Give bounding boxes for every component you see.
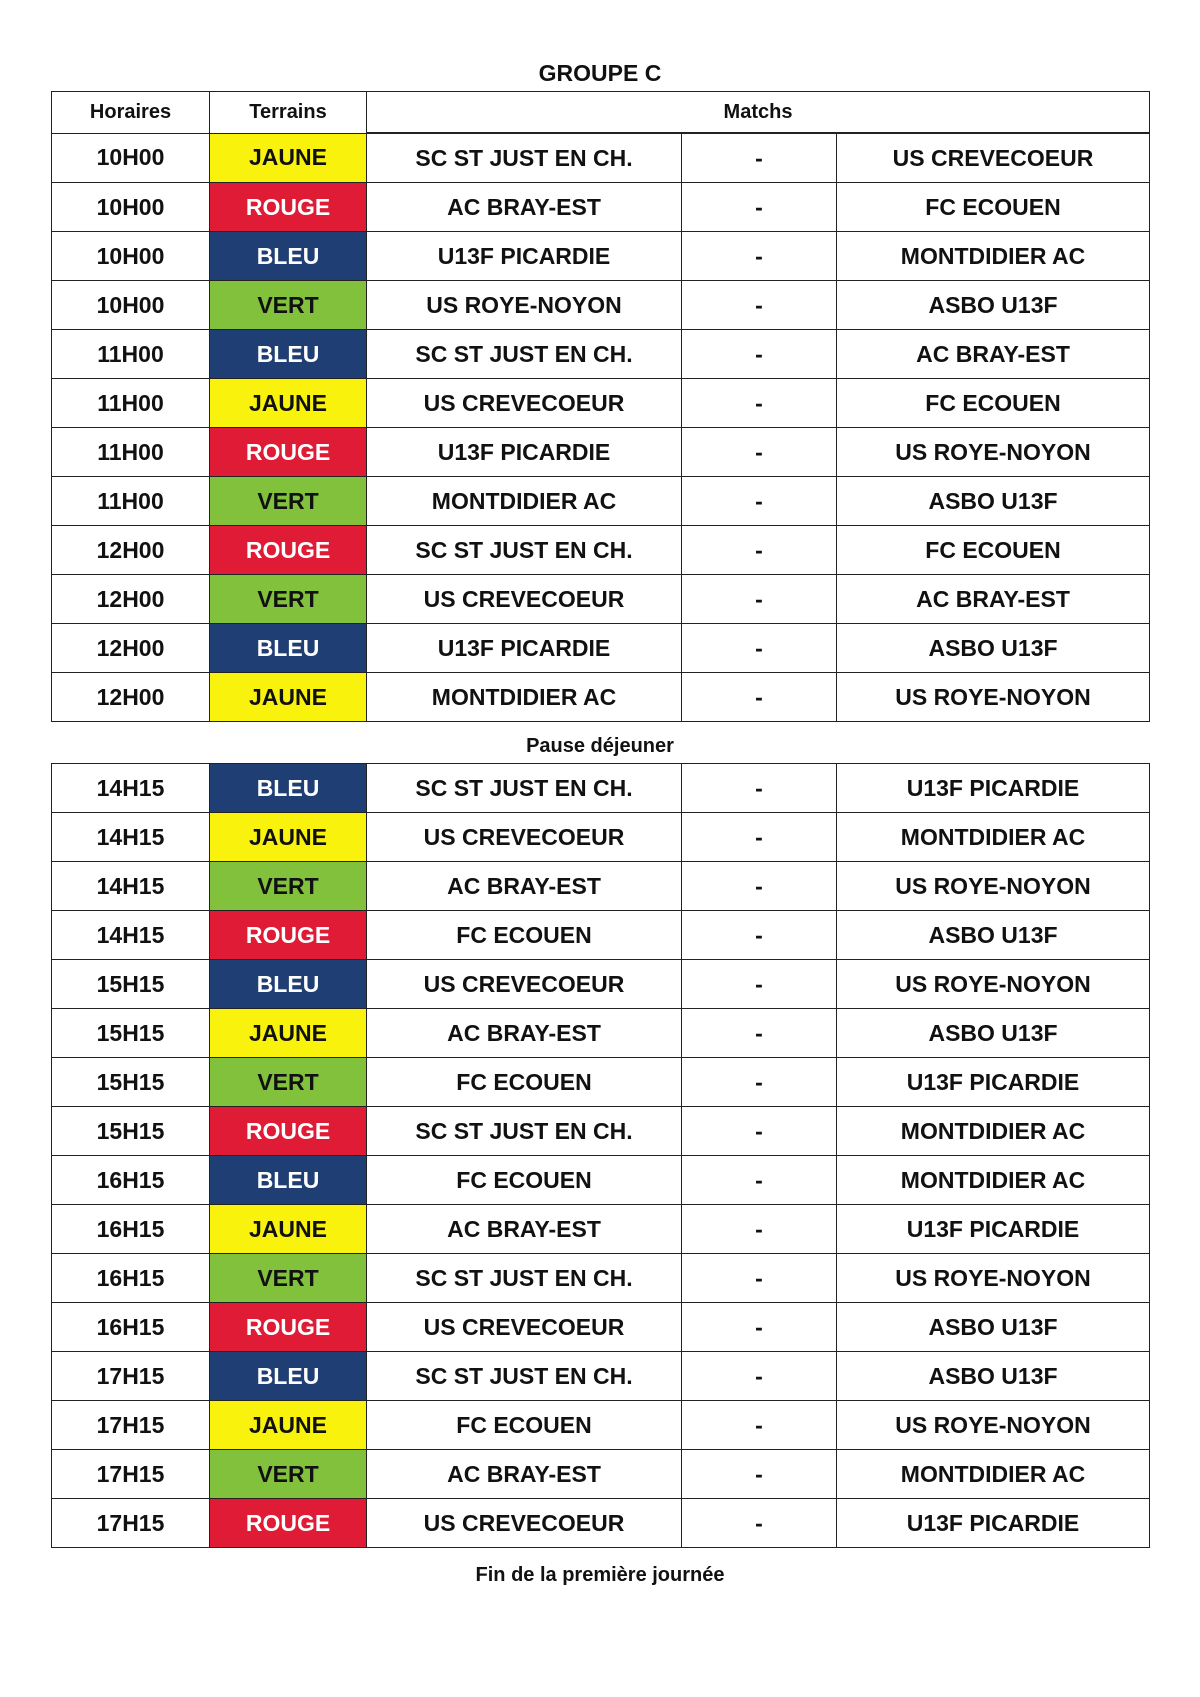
match-row <box>52 911 1150 960</box>
match-row <box>52 575 1150 624</box>
match-time: 15H15 <box>52 1009 210 1058</box>
match-time: 12H00 <box>52 575 210 624</box>
match-field: JAUNE <box>210 1205 367 1254</box>
match-time: 12H00 <box>52 526 210 575</box>
home-team: US CREVECOEUR <box>367 960 682 1009</box>
home-team: FC ECOUEN <box>367 911 682 960</box>
match-field: JAUNE <box>210 133 367 183</box>
match-field: JAUNE <box>210 379 367 428</box>
match-row <box>52 1205 1150 1254</box>
away-team: MONTDIDIER AC <box>837 813 1150 862</box>
match-time: 16H15 <box>52 1205 210 1254</box>
home-team: US CREVECOEUR <box>367 379 682 428</box>
match-field: VERT <box>210 862 367 911</box>
match-separator: - <box>682 428 837 477</box>
home-team: US CREVECOEUR <box>367 1303 682 1352</box>
match-field: ROUGE <box>210 1303 367 1352</box>
match-row <box>52 1107 1150 1156</box>
match-separator: - <box>682 232 837 281</box>
away-team: MONTDIDIER AC <box>837 1107 1150 1156</box>
match-separator: - <box>682 673 837 722</box>
match-separator: - <box>682 330 837 379</box>
match-field: BLEU <box>210 764 367 813</box>
match-separator: - <box>682 1107 837 1156</box>
match-separator: - <box>682 1352 837 1401</box>
match-time: 12H00 <box>52 673 210 722</box>
match-row <box>52 1352 1150 1401</box>
away-team: ASBO U13F <box>837 624 1150 673</box>
match-row <box>52 133 1150 183</box>
match-separator: - <box>682 813 837 862</box>
away-team: ASBO U13F <box>837 1303 1150 1352</box>
match-field: VERT <box>210 281 367 330</box>
away-team: ASBO U13F <box>837 1352 1150 1401</box>
match-field: ROUGE <box>210 183 367 232</box>
match-separator: - <box>682 477 837 526</box>
match-field: BLEU <box>210 232 367 281</box>
match-time: 10H00 <box>52 232 210 281</box>
home-team: FC ECOUEN <box>367 1401 682 1450</box>
match-separator: - <box>682 911 837 960</box>
home-team: US CREVECOEUR <box>367 575 682 624</box>
match-separator: - <box>682 183 837 232</box>
home-team: SC ST JUST EN CH. <box>367 1352 682 1401</box>
match-time: 10H00 <box>52 133 210 183</box>
end-of-day-label: Fin de la première journée <box>475 1564 725 1586</box>
morning-schedule-table <box>51 91 1150 722</box>
home-team: AC BRAY-EST <box>367 1205 682 1254</box>
home-team: MONTDIDIER AC <box>367 673 682 722</box>
home-team: AC BRAY-EST <box>367 1009 682 1058</box>
home-team: MONTDIDIER AC <box>367 477 682 526</box>
match-row <box>52 1156 1150 1205</box>
match-time: 10H00 <box>52 281 210 330</box>
table-header-row <box>52 92 1150 134</box>
match-separator: - <box>682 526 837 575</box>
away-team: MONTDIDIER AC <box>837 232 1150 281</box>
match-row <box>52 526 1150 575</box>
away-team: US ROYE-NOYON <box>837 960 1150 1009</box>
away-team: U13F PICARDIE <box>837 764 1150 813</box>
away-team: ASBO U13F <box>837 477 1150 526</box>
match-row <box>52 183 1150 232</box>
match-time: 17H15 <box>52 1450 210 1499</box>
match-field: JAUNE <box>210 1009 367 1058</box>
away-team: U13F PICARDIE <box>837 1205 1150 1254</box>
match-row <box>52 673 1150 722</box>
match-time: 14H15 <box>52 911 210 960</box>
match-field: VERT <box>210 1450 367 1499</box>
away-team: ASBO U13F <box>837 911 1150 960</box>
match-row <box>52 624 1150 673</box>
match-field: BLEU <box>210 1352 367 1401</box>
match-separator: - <box>682 1499 837 1548</box>
match-separator: - <box>682 624 837 673</box>
match-row <box>52 1303 1150 1352</box>
home-team: SC ST JUST EN CH. <box>367 133 682 183</box>
match-separator: - <box>682 281 837 330</box>
match-row <box>52 379 1150 428</box>
match-row <box>52 1254 1150 1303</box>
away-team: FC ECOUEN <box>837 379 1150 428</box>
page-title: GROUPE C <box>538 60 662 86</box>
match-field: ROUGE <box>210 911 367 960</box>
field-column-header: Terrains <box>210 92 367 134</box>
away-team: US ROYE-NOYON <box>837 862 1150 911</box>
match-time: 14H15 <box>52 862 210 911</box>
match-field: VERT <box>210 575 367 624</box>
away-team: FC ECOUEN <box>837 183 1150 232</box>
match-row <box>52 813 1150 862</box>
match-row <box>52 764 1150 813</box>
home-team: SC ST JUST EN CH. <box>367 1107 682 1156</box>
match-row <box>52 1009 1150 1058</box>
match-time: 11H00 <box>52 477 210 526</box>
afternoon-matches-body <box>52 764 1150 1548</box>
match-row <box>52 232 1150 281</box>
match-separator: - <box>682 379 837 428</box>
match-field: BLEU <box>210 624 367 673</box>
match-separator: - <box>682 1450 837 1499</box>
match-time: 14H15 <box>52 813 210 862</box>
away-team: US ROYE-NOYON <box>837 1254 1150 1303</box>
match-separator: - <box>682 960 837 1009</box>
home-team: AC BRAY-EST <box>367 183 682 232</box>
home-team: FC ECOUEN <box>367 1058 682 1107</box>
away-team: MONTDIDIER AC <box>837 1450 1150 1499</box>
match-time: 15H15 <box>52 960 210 1009</box>
away-team: MONTDIDIER AC <box>837 1156 1150 1205</box>
home-team: U13F PICARDIE <box>367 428 682 477</box>
home-team: SC ST JUST EN CH. <box>367 764 682 813</box>
match-time: 11H00 <box>52 379 210 428</box>
match-field: ROUGE <box>210 1107 367 1156</box>
match-time: 16H15 <box>52 1303 210 1352</box>
match-field: ROUGE <box>210 1499 367 1548</box>
match-row <box>52 1401 1150 1450</box>
time-column-header: Horaires <box>52 92 210 134</box>
home-team: US ROYE-NOYON <box>367 281 682 330</box>
home-team: U13F PICARDIE <box>367 624 682 673</box>
match-field: ROUGE <box>210 428 367 477</box>
away-team: U13F PICARDIE <box>837 1499 1150 1548</box>
away-team: US ROYE-NOYON <box>837 428 1150 477</box>
match-separator: - <box>682 1205 837 1254</box>
match-field: VERT <box>210 477 367 526</box>
matches-column-header: Matchs <box>367 92 1150 134</box>
match-separator: - <box>682 1058 837 1107</box>
match-separator: - <box>682 764 837 813</box>
home-team: SC ST JUST EN CH. <box>367 330 682 379</box>
away-team: US CREVECOEUR <box>837 133 1150 183</box>
match-time: 17H15 <box>52 1499 210 1548</box>
afternoon-schedule-table <box>51 763 1150 1548</box>
home-team: SC ST JUST EN CH. <box>367 526 682 575</box>
home-team: U13F PICARDIE <box>367 232 682 281</box>
match-field: ROUGE <box>210 526 367 575</box>
match-field: BLEU <box>210 1156 367 1205</box>
away-team: FC ECOUEN <box>837 526 1150 575</box>
match-separator: - <box>682 1009 837 1058</box>
lunch-break-label: Pause déjeuner <box>526 735 674 757</box>
match-field: VERT <box>210 1058 367 1107</box>
home-team: FC ECOUEN <box>367 1156 682 1205</box>
match-separator: - <box>682 1401 837 1450</box>
match-separator: - <box>682 862 837 911</box>
match-separator: - <box>682 1254 837 1303</box>
match-time: 15H15 <box>52 1058 210 1107</box>
match-time: 17H15 <box>52 1352 210 1401</box>
match-row <box>52 1499 1150 1548</box>
match-time: 10H00 <box>52 183 210 232</box>
match-row <box>52 428 1150 477</box>
away-team: US ROYE-NOYON <box>837 1401 1150 1450</box>
home-team: US CREVECOEUR <box>367 813 682 862</box>
home-team: SC ST JUST EN CH. <box>367 1254 682 1303</box>
match-time: 16H15 <box>52 1254 210 1303</box>
home-team: AC BRAY-EST <box>367 862 682 911</box>
match-time: 15H15 <box>52 1107 210 1156</box>
match-row <box>52 862 1150 911</box>
match-time: 14H15 <box>52 764 210 813</box>
match-time: 16H15 <box>52 1156 210 1205</box>
away-team: ASBO U13F <box>837 1009 1150 1058</box>
match-row <box>52 1058 1150 1107</box>
away-team: ASBO U13F <box>837 281 1150 330</box>
match-field: BLEU <box>210 960 367 1009</box>
match-row <box>52 960 1150 1009</box>
match-row <box>52 281 1150 330</box>
match-field: VERT <box>210 1254 367 1303</box>
away-team: AC BRAY-EST <box>837 330 1150 379</box>
match-field: JAUNE <box>210 813 367 862</box>
away-team: US ROYE-NOYON <box>837 673 1150 722</box>
match-field: JAUNE <box>210 673 367 722</box>
match-row <box>52 1450 1150 1499</box>
away-team: AC BRAY-EST <box>837 575 1150 624</box>
match-separator: - <box>682 133 837 183</box>
match-time: 11H00 <box>52 330 210 379</box>
match-field: JAUNE <box>210 1401 367 1450</box>
home-team: AC BRAY-EST <box>367 1450 682 1499</box>
away-team: U13F PICARDIE <box>837 1058 1150 1107</box>
match-row <box>52 477 1150 526</box>
match-separator: - <box>682 1303 837 1352</box>
match-time: 12H00 <box>52 624 210 673</box>
match-field: BLEU <box>210 330 367 379</box>
match-separator: - <box>682 575 837 624</box>
match-time: 11H00 <box>52 428 210 477</box>
match-row <box>52 330 1150 379</box>
match-separator: - <box>682 1156 837 1205</box>
match-time: 17H15 <box>52 1401 210 1450</box>
morning-matches-body <box>52 133 1150 722</box>
home-team: US CREVECOEUR <box>367 1499 682 1548</box>
